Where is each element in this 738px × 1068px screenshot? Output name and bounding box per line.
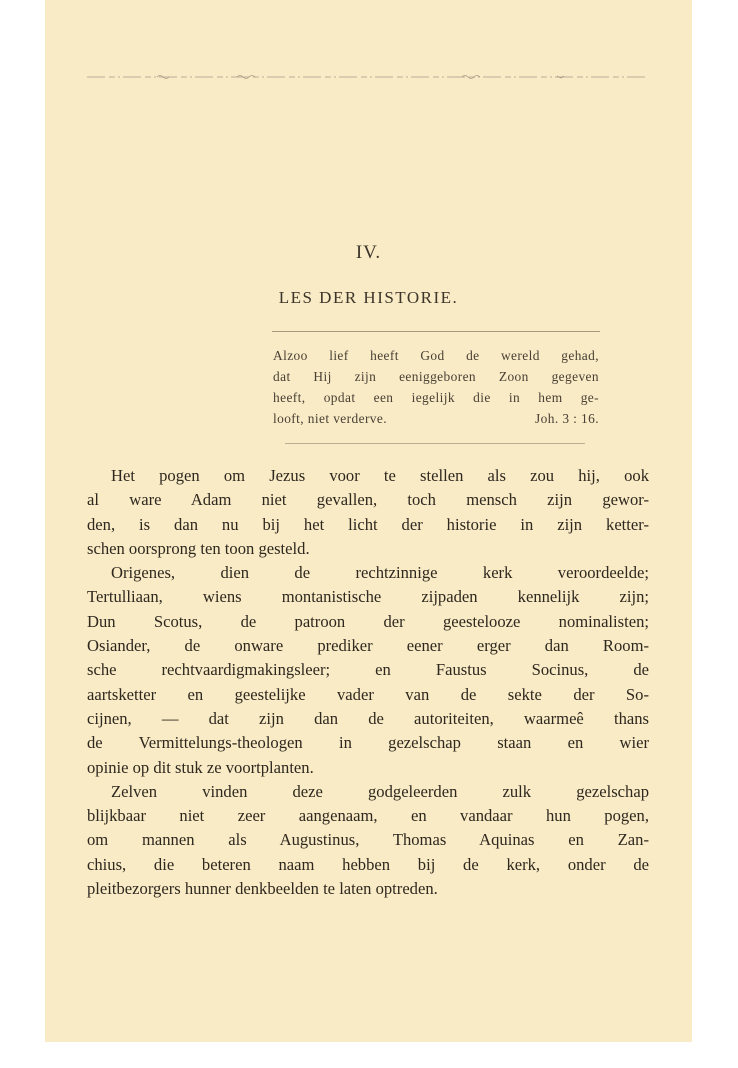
paragraph-line: Osiander, de onware prediker eener erger dan Room- [87,636,649,656]
paragraph-line: pleitbezorgers hunner denkbeelden te laten optreden. [87,879,438,899]
paragraph-line: opinie op dit stuk ze voortplanten. [87,757,314,777]
paragraph-line: Tertulliaan, wiens montanistische zijpaden kennelijk zijn; [87,587,649,607]
motto-reference: Joh. 3 : 16. [535,411,599,426]
motto-line: Alzoo lief heeft God de wereld gehad, [273,348,599,363]
motto-quote [273,345,599,429]
paragraph-line: chius, die beteren naam hebben bij de kerk, onder de [87,854,649,874]
paragraph-line: Het pogen om Jezus voor te stellen als zou hij, ook [111,466,649,485]
paragraph-line: aartsketter en geestelijke vader van de sekte der So- [87,684,649,704]
paragraph-line: Dun Scotus, de patroon der geestelooze nominalisten; [87,611,649,631]
paragraph-line: de Vermittelungs-theologen in gezelschap staan en wier [87,733,649,753]
motto-line: looft, niet verderve. [273,411,387,426]
paragraph-line: Zelven vinden deze godgeleerden zulk gezelschap [111,781,649,801]
chapter-title: LES DER HISTORIE. [278,288,459,307]
decorative-rule [87,74,647,80]
paragraph-line: Origenes, dien de rechtzinnige kerk veroordeelde; [111,563,649,583]
motto-line: dat Hij zijn eeniggeboren Zoon gegeven [273,369,599,384]
paragraph-line: schen oorsprong ten toon gesteld. [87,538,310,558]
book-page [45,0,692,1042]
paragraph-line: al ware Adam niet gevallen, toch mensch zijn gewor- [87,490,649,510]
paragraph-line: om mannen als Augustinus, Thomas Aquinas en Zan- [87,830,649,850]
paragraph-line: sche rechtvaardigmakingsleer; en Faustus Socinus, de [87,660,649,680]
body-text [87,464,649,901]
paragraph-line: den, is dan nu bij het licht der historie in zijn ketter- [87,514,649,534]
paragraph-line: cijnen, — dat zijn dan de autoriteiten, waarmeê thans [87,708,649,728]
paragraph-line: blijkbaar niet zeer aangenaam, en vandaar hun pogen, [87,806,649,826]
motto-rule-bottom [285,443,585,444]
motto-rule-top [272,331,600,332]
chapter-number: IV. [355,242,382,263]
motto-last-line [273,408,599,429]
motto-line: heeft, opdat een iegelijk die in hem ge- [273,390,599,405]
